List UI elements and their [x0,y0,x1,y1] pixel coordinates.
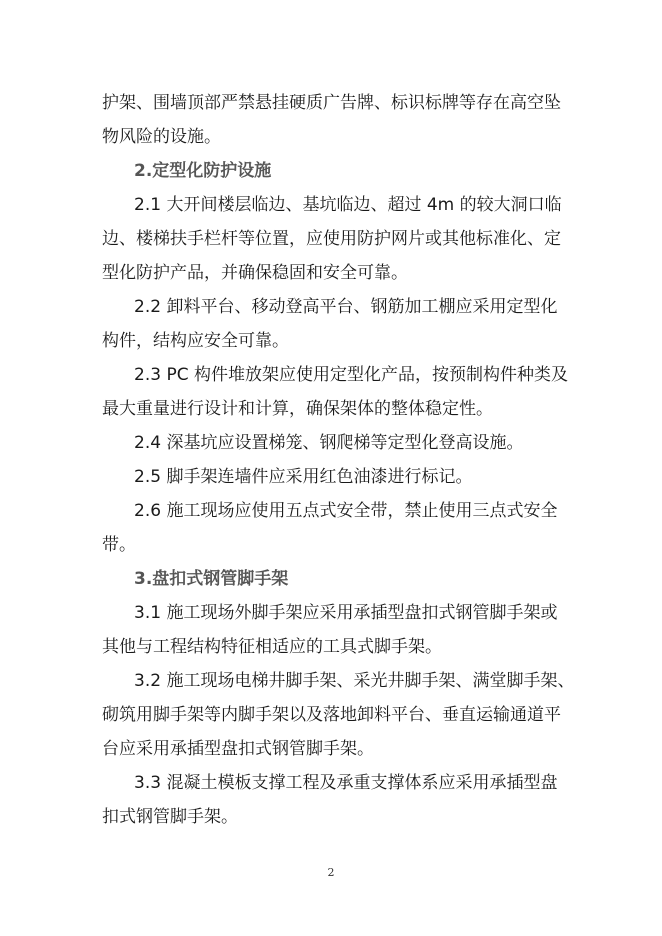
document-body [102,86,575,834]
body-text-line: 扣式钢管脚手架。 [102,807,238,827]
body-text-line: 最大重量进行设计和计算，确保架体的整体稳定性。 [102,399,493,419]
paragraph-start-line: 2.2 卸料平台、移动登高平台、钢筋加工棚应采用定型化 [134,297,558,317]
body-text-line: 砌筑用脚手架等内脚手架以及落地卸料平台、垂直运输通道平 [102,705,561,725]
body-text-line: 构件，结构应安全可靠。 [102,331,289,351]
body-text-line: 型化防护产品，并确保稳固和安全可靠。 [102,263,408,283]
body-text-line: 护架、围墙顶部严禁悬挂硬质广告牌、标识标牌等存在高空坠 [102,93,561,113]
body-text-line: 物风险的设施。 [102,127,221,147]
paragraph-start-line: 2.1 大开间楼层临边、基坑临边、超过 4m 的较大洞口临 [134,195,562,215]
paragraph-start-line: 3.3 混凝土模板支撑工程及承重支撑体系应采用承插型盘 [134,773,558,793]
body-text-line: 其他与工程结构特征相适应的工具式脚手架。 [102,637,442,657]
paragraph-start-line: 2.5 脚手架连墙件应采用红色油漆进行标记。 [134,467,473,487]
paragraph-start-line: 3.2 施工现场电梯井脚手架、采光井脚手架、满堂脚手架、 [134,671,575,691]
paragraph-start-line: 2.6 施工现场应使用五点式安全带，禁止使用三点式安全 [134,501,558,521]
page-number: 2 [327,866,335,879]
body-text-line: 带。 [102,535,136,555]
section-heading: 2.定型化防护设施 [134,161,272,181]
paragraph-start-line: 2.4 深基坑应设置梯笼、钢爬梯等定型化登高设施。 [134,433,524,453]
body-text-line: 边、楼梯扶手栏杆等位置，应使用防护网片或其他标准化、定 [102,229,561,249]
body-text-line: 台应采用承插型盘扣式钢管脚手架。 [102,739,374,759]
section-heading: 3.盘扣式钢管脚手架 [134,569,289,589]
paragraph-start-line: 3.1 施工现场外脚手架应采用承插型盘扣式钢管脚手架或 [134,603,558,623]
paragraph-start-line: 2.3 PC 构件堆放架应使用定型化产品，按预制构件种类及 [134,365,568,385]
